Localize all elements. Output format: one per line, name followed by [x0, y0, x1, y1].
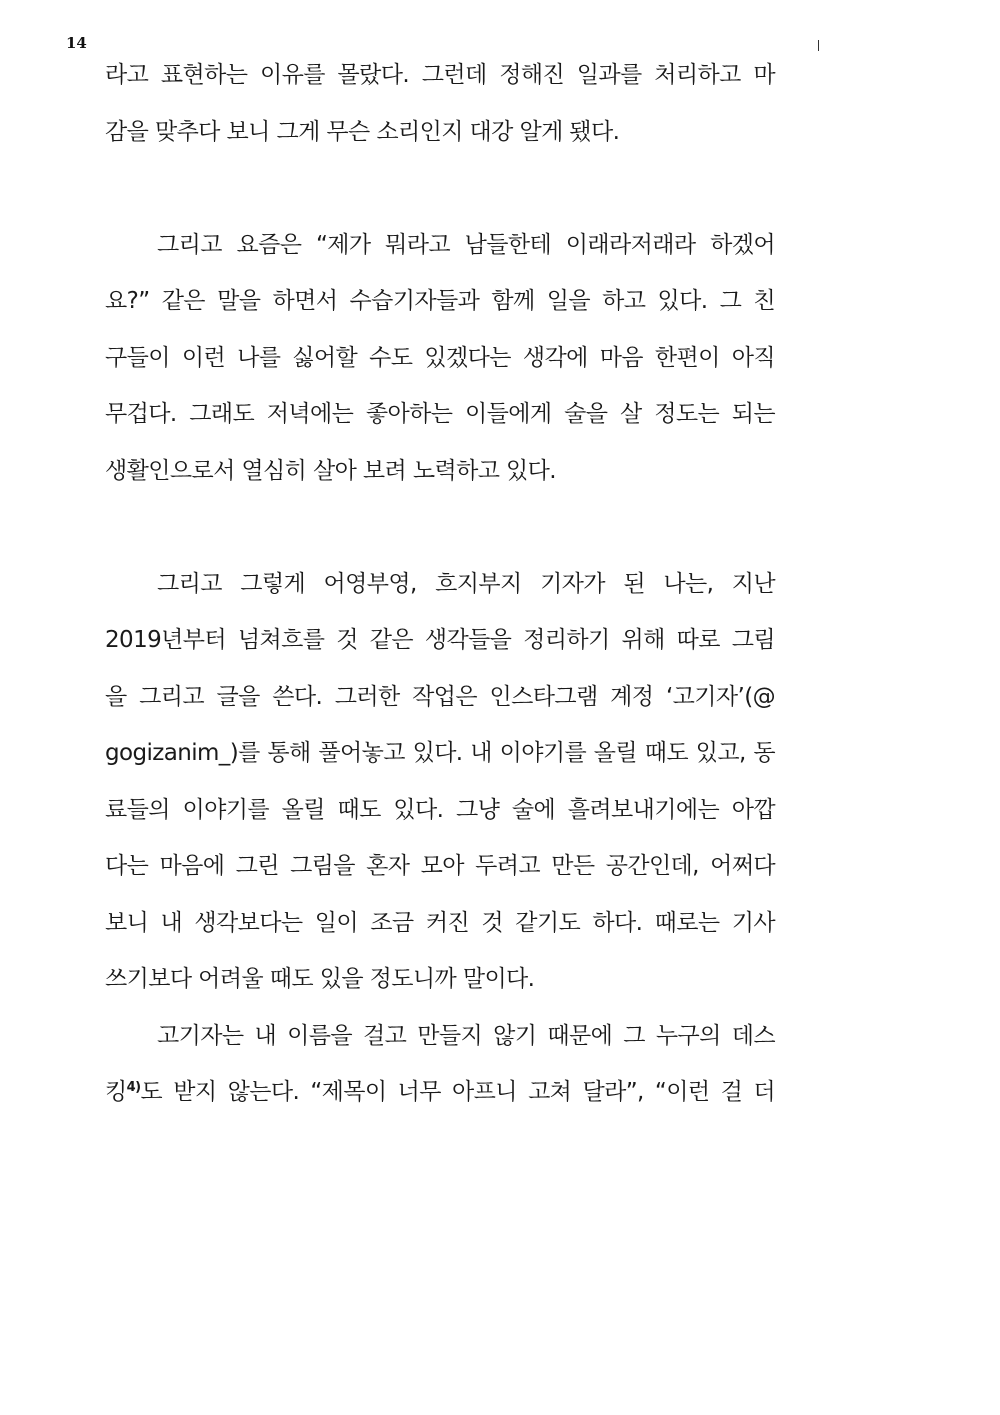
- text-line: 보니 내 생각보다는 일이 조금 커진 것 같기도 하다. 때로는 기사: [105, 909, 775, 936]
- text-line: 그리고 요즘은 “제가 뭐라고 남들한테 이래라저래라 하겠어: [157, 231, 775, 258]
- text-line: 료들의 이야기를 올릴 때도 있다. 그냥 술에 흘려보내기에는 아깝: [105, 796, 775, 823]
- text-line: 2019년부터 넘쳐흐를 것 같은 생각들을 정리하기 위해 따로 그림: [105, 627, 775, 653]
- paragraph-gap: [105, 504, 775, 561]
- text-line: 무겁다. 그래도 저녁에는 좋아하는 이들에게 술을 살 정도는 되는: [105, 401, 775, 427]
- text-line: 요?” 같은 말을 하면서 수습기자들과 함께 일을 하고 있다. 그 친: [105, 288, 775, 314]
- page-number: 14: [66, 34, 87, 52]
- text-line: 다는 마음에 그린 그림을 혼자 모아 두려고 만든 공간인데, 어쩌다: [105, 853, 775, 879]
- text-line: 을 그리고 글을 쓴다. 그러한 작업은 인스타그램 계정 ‘고기자’(@: [105, 683, 775, 710]
- footnote-reference[interactable]: 4): [126, 1080, 141, 1095]
- text-line: 라고 표현하는 이유를 몰랐다. 그런데 정해진 일과를 처리하고 마: [105, 62, 775, 88]
- text-line: 구들이 이런 나를 싫어할 수도 있겠다는 생각에 마음 한편이 아직: [105, 344, 775, 371]
- text-fragment: 킹: [105, 1079, 127, 1105]
- text-line: 쓰기보다 어려울 때도 있을 정도니까 말이다.: [105, 966, 535, 992]
- body-text: [105, 52, 775, 1126]
- paragraph-gap: [105, 165, 775, 222]
- text-line: gogizanim_)를 통해 풀어놓고 있다. 내 이야기를 올릴 때도 있고, 동: [105, 740, 775, 766]
- text-line: 그리고 그렇게 어영부영, 흐지부지 기자가 된 나는, 지난: [157, 570, 775, 597]
- text-line: 생활인으로서 열심히 살아 보려 노력하고 있다.: [105, 457, 557, 484]
- text-line: 감을 맞추다 보니 그게 무슨 소리인지 대강 알게 됐다.: [105, 118, 620, 145]
- text-line-with-footnote: [105, 1069, 775, 1126]
- text-fragment: 도 받지 않는다. “제목이 너무 아프니 고쳐 달라”, “이런 걸 더: [140, 1079, 775, 1105]
- text-line: 고기자는 내 이름을 걸고 만들지 않기 때문에 그 누구의 데스: [157, 1022, 775, 1049]
- page-edge-mark: [818, 40, 819, 51]
